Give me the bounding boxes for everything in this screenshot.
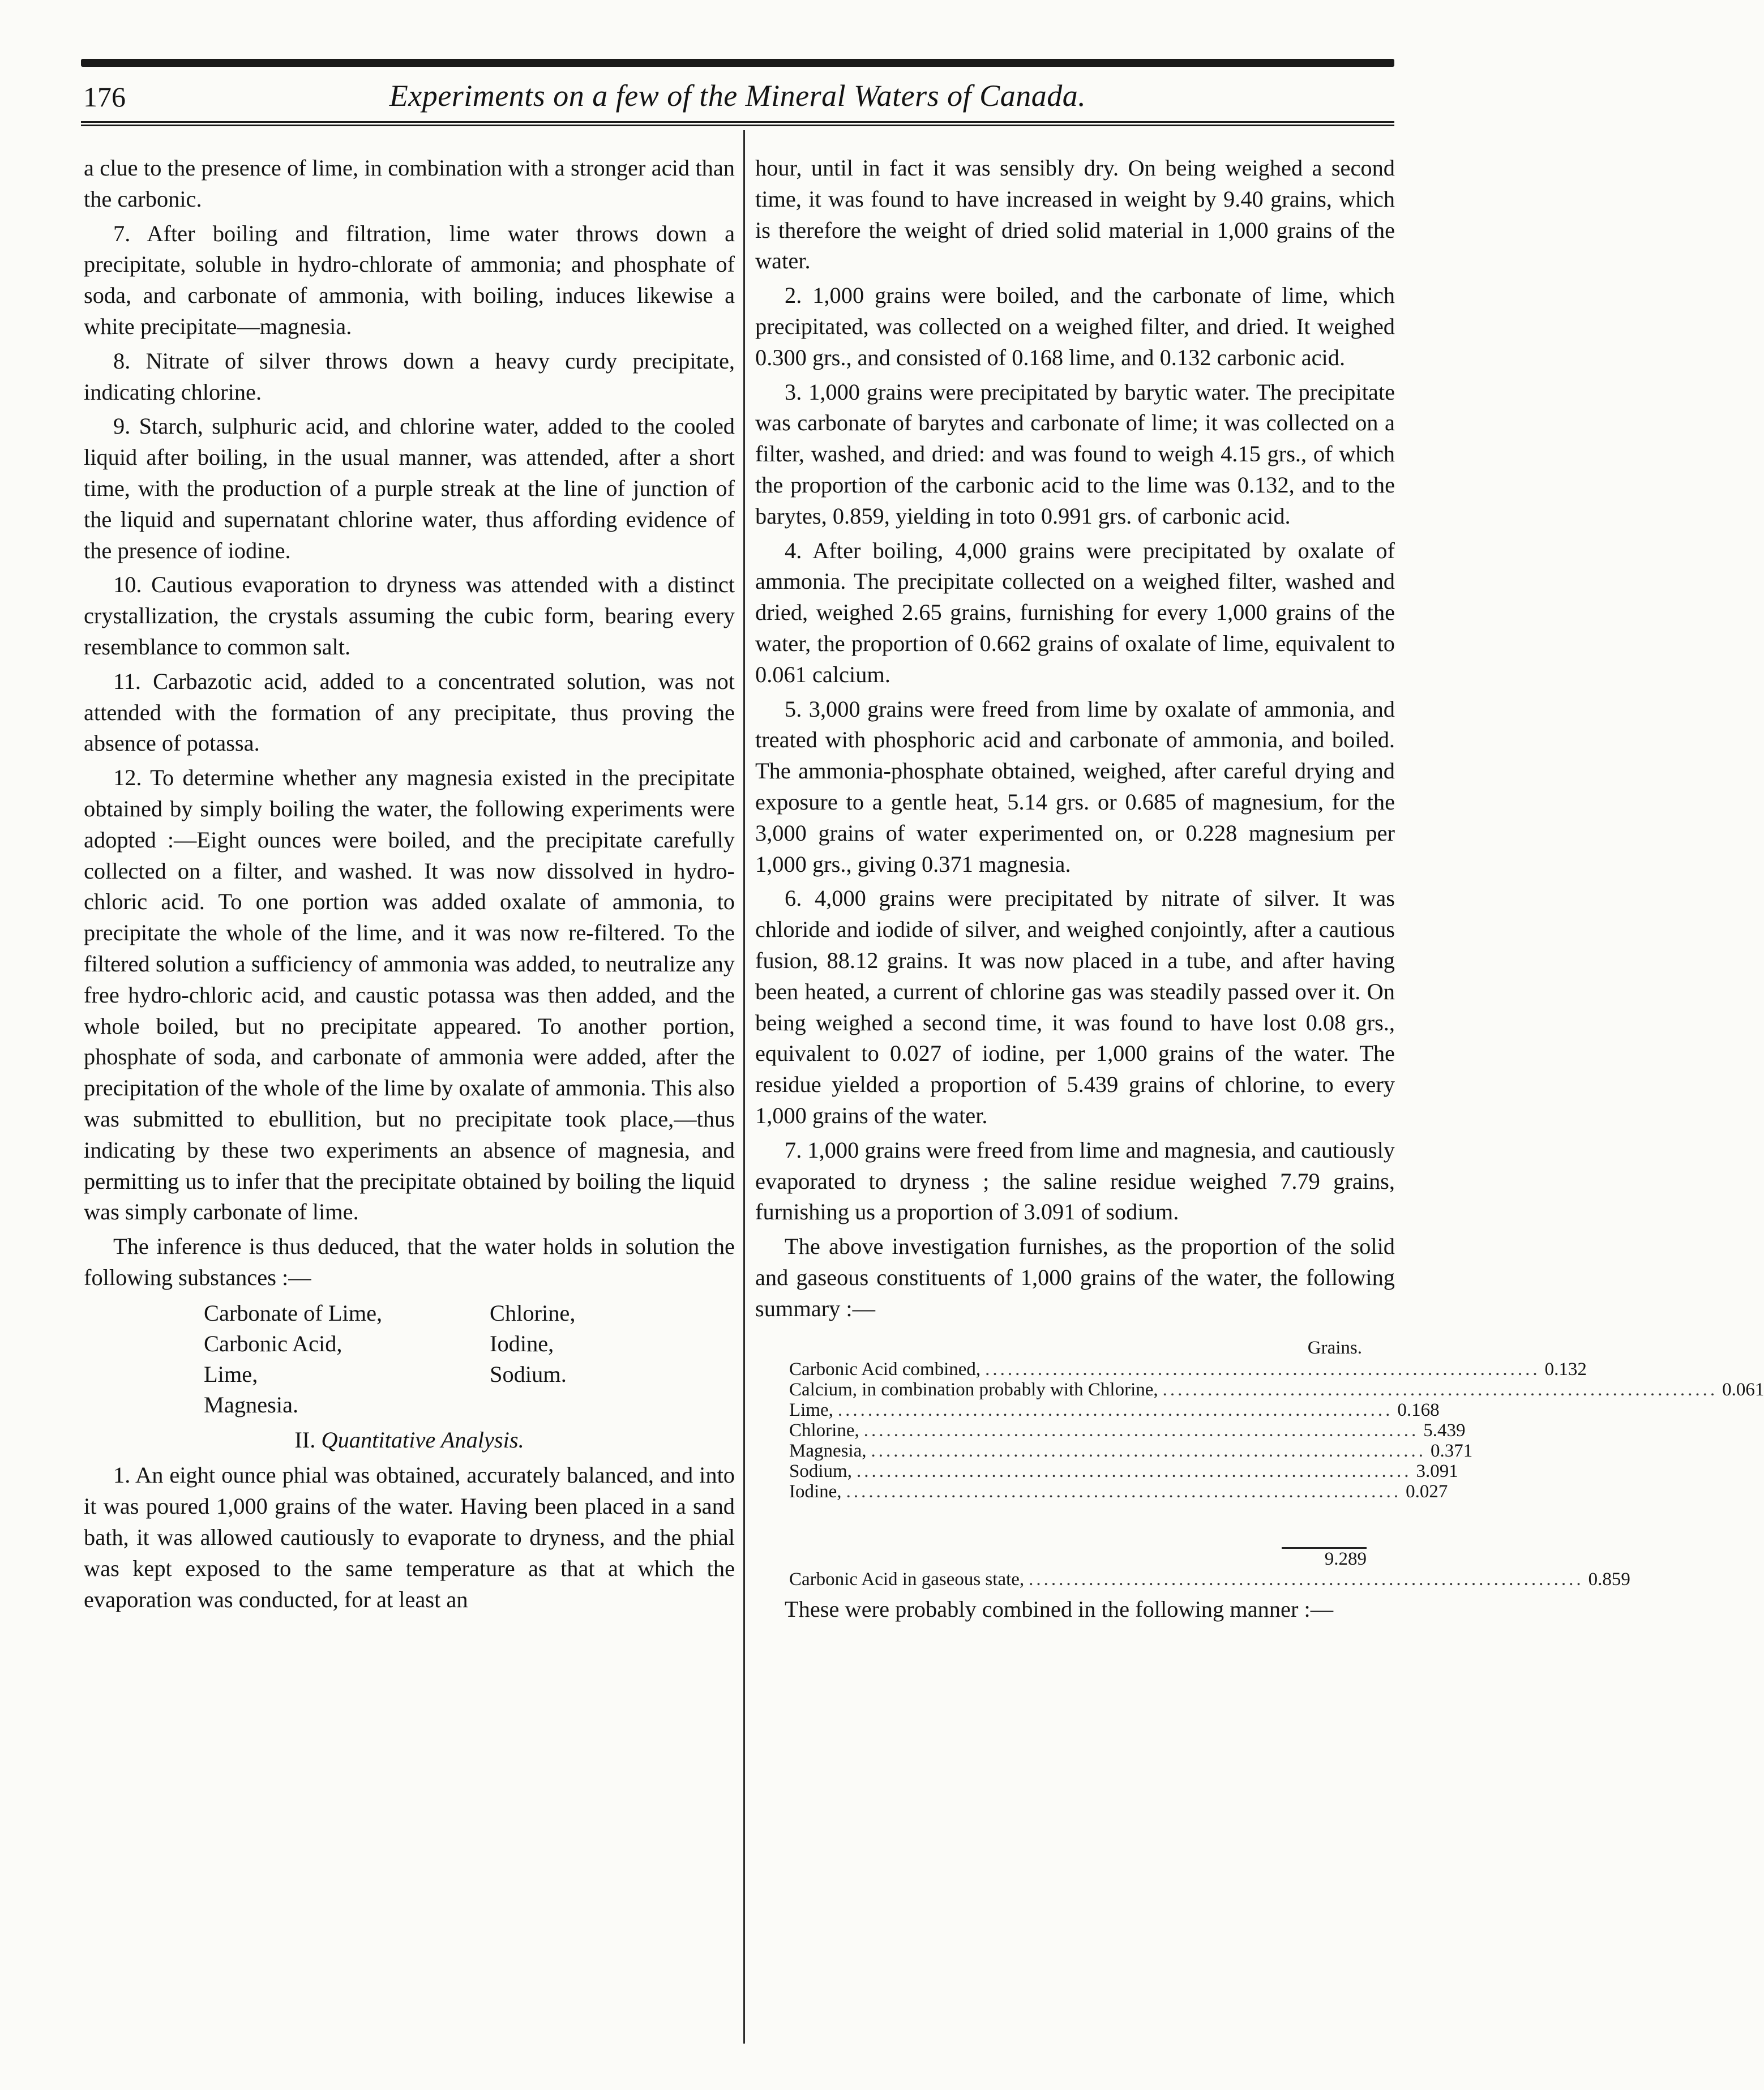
summary-row-value: 0.061 <box>1722 1380 1764 1401</box>
page-header <box>81 78 1394 118</box>
leader-dots: .......................................................................... <box>1029 1569 1584 1590</box>
leader-dots: .......................................................................... <box>837 1400 1393 1421</box>
substance-item: Lime, <box>204 1361 258 1387</box>
summary-gaseous-row <box>789 1569 1630 1590</box>
summary-row <box>789 1481 1448 1502</box>
running-title: Experiments on a few of the Mineral Waters of Canada. <box>389 79 1086 113</box>
paragraph: 9. Starch, sulphuric acid, and chlorine water, added to the cooled liquid after boiling, in the usual manner, was attended, after a short time, with the production of a purple streak at the line of junction of the liquid and supernatant chlorine water, thus affording evidence of the presence of iodine. <box>84 413 735 563</box>
paragraph: The above investigation furnishes, as the proportion of the solid and gaseous constituents of 1,000 grains of the water, the following summary :— <box>755 1234 1395 1321</box>
section-number: II. <box>294 1427 316 1453</box>
summary-row <box>789 1461 1458 1482</box>
paragraph: 7. 1,000 grains were freed from lime and magnesia, and cautiously evaporated to dryness ; the saline residue weighed 7.79 grains, furnishing us a proportion of 3.091 of sodium. <box>755 1137 1395 1225</box>
leader-dots: .......................................................................... <box>856 1461 1412 1482</box>
paragraph: 12. To determine whether any magnesia existed in the precipitate obtained by simply boiling the water, the following experiments were adopted :—Eight ounces were boiled, and the precipitate carefully collected on a filter, and washed. It was now dissolved in hydro-chloric acid. To one portion was added oxalate of ammonia, to precipitate the whole of the lime, and it was now re-filtered. To the filtered solution a sufficiency of ammonia was added, to neutralize any free hydro-chloric acid, and caustic potassa was then added, and the whole boiled, but no precipitate appeared. To another portion, phosphate of soda, and carbonate of ammonia were added, after the precipitation of the whole of the lime by oxalate of ammonia. This also was submitted to ebullition, but no precipitate took place,—thus indicating by these two experiments an absence of magnesia, and permitting us to infer that the precipitate obtained by boiling the liquid was simply carbonate of lime. <box>84 765 735 1225</box>
paragraph: 4. After boiling, 4,000 grains were precipitated by oxalate of ammonia. The precipitate collected on a weighed filter, washed and dried, weighed 2.65 grains, furnishing for every 1,000 grains of the water, the proportion of 0.662 grains of oxalate of lime, equivalent to 0.061 calcium. <box>755 537 1395 687</box>
paragraph: The inference is thus deduced, that the water holds in solution the following substances :— <box>84 1234 735 1290</box>
paragraph: 1. An eight ounce phial was obtained, accurately balanced, and into it was poured 1,000 grains of the water. Having been placed in a sand bath, it was allowed cautiously to evaporate to dryness, and the phial was kept exposed to the same temperature as that at which the evaporation was conducted, for at least an <box>84 1462 735 1612</box>
summary-total-value: 9.289 <box>1324 1549 1367 1570</box>
paragraph: a clue to the presence of lime, in combination with a stronger acid than the carbonic. <box>84 155 735 212</box>
summary-row-name: Calcium, in combination probably with Chlorine, <box>789 1380 1158 1401</box>
summary-row-name: Iodine, <box>789 1481 842 1502</box>
right-column <box>755 153 1764 1629</box>
summary-table <box>789 1338 1764 1590</box>
right-paragraphs <box>755 153 1395 1324</box>
header-rule-double <box>81 121 1394 126</box>
summary-total <box>789 1549 1367 1569</box>
summary-row-value: 0.371 <box>1431 1441 1473 1462</box>
substance-item <box>490 1390 671 1420</box>
substances-list <box>204 1298 735 1420</box>
summary-gaseous-name: Carbonic Acid in gaseous state, <box>789 1569 1025 1590</box>
summary-row-value: 0.168 <box>1397 1400 1440 1421</box>
summary-row-value: 5.439 <box>1423 1420 1466 1441</box>
leader-dots: .......................................................................... <box>846 1481 1402 1502</box>
left-column <box>84 153 735 1618</box>
section-title: Quantitative Analysis. <box>321 1427 524 1453</box>
summary-row <box>789 1380 1764 1401</box>
paragraph: 10. Cautious evaporation to dryness was attended with a distinct crystallization, the crystals assuming the cubic form, bearing every resemblance to common salt. <box>84 572 735 659</box>
paragraph: hour, until in fact it was sensibly dry. On being weighed a second time, it was found to have increased in weight by 9.40 grains, which is therefore the weight of dried solid material in 1,000 grains of the water. <box>755 155 1395 274</box>
substance-item: Iodine, <box>490 1330 554 1356</box>
section-heading <box>84 1425 735 1456</box>
summary-row-name: Lime, <box>789 1400 833 1421</box>
summary-row <box>789 1441 1473 1462</box>
page-number: 176 <box>83 81 126 113</box>
leader-dots: .......................................................................... <box>985 1359 1540 1380</box>
left-paragraphs-after <box>84 1460 735 1615</box>
paragraph: 11. Carbazotic acid, added to a concentrated solution, was not attended with the formation of any precipitate, thus proving the absence of potassa. <box>84 668 735 756</box>
summary-row-name: Carbonic Acid combined, <box>789 1359 981 1380</box>
summary-row <box>789 1420 1466 1441</box>
substance-item: Sodium. <box>490 1361 567 1387</box>
paragraph: 2. 1,000 grains were boiled, and the carbonate of lime, which precipitated, was collected on a weighed filter, and dried. It weighed 0.300 grs., and consisted of 0.168 lime, and 0.132 carbonic acid. <box>755 282 1395 370</box>
summary-unit-header: Grains. <box>1307 1338 1362 1359</box>
paragraph: 6. 4,000 grains were precipitated by nitrate of silver. It was chloride and iodide of silver, and weighed conjointly, after a cautious fusion, 88.12 grains. It was now placed in a tube, and after having been heated, a current of chlorine gas was steadily passed over it. On being weighed a second time, it was found to have lost 0.08 grs., equivalent to 0.027 of iodine, per 1,000 grains of the water. The residue yielded a proportion of 5.439 grains of chlorine, to every 1,000 grains of the water. <box>755 885 1395 1128</box>
summary-row-name: Chlorine, <box>789 1420 859 1441</box>
leader-dots: .......................................................................... <box>863 1420 1419 1441</box>
summary-row <box>789 1359 1587 1380</box>
paragraph: 5. 3,000 grains were freed from lime by oxalate of ammonia, and treated with phosphoric acid and carbonate of ammonia, and boiled. The ammonia-phosphate obtained, weighed, after careful drying and exposure to a gentle heat, 5.14 grs. or 0.685 of magnesium, for the 3,000 grains of water experimented on, or 0.228 magnesium per 1,000 grs., giving 0.371 magnesia. <box>755 696 1395 877</box>
summary-row-value: 0.027 <box>1406 1481 1448 1502</box>
summary-rows <box>789 1359 1764 1502</box>
paragraph: 3. 1,000 grains were precipitated by barytic water. The precipitate was carbonate of barytes and carbonate of lime; it was collected on a filter, washed, and dried: and was found to weigh 4.15 grs., of which the proportion of the carbonic acid to the lime was 0.132, and to the barytes, 0.859, yielding in toto 0.991 grs. of carbonic acid. <box>755 379 1395 529</box>
summary-row-name: Magnesia, <box>789 1441 867 1462</box>
summary-row-value: 3.091 <box>1416 1461 1458 1482</box>
leader-dots: .......................................................................... <box>871 1441 1427 1462</box>
substance-item: Magnesia. <box>204 1391 299 1417</box>
summary-row-name: Sodium, <box>789 1461 852 1482</box>
summary-row-value: 0.132 <box>1544 1359 1587 1380</box>
substance-item: Chlorine, <box>490 1300 576 1326</box>
summary-gaseous-value: 0.859 <box>1588 1569 1630 1590</box>
left-paragraphs <box>84 153 735 1294</box>
summary-row <box>789 1400 1440 1421</box>
closing-paragraph: These were probably combined in the following manner :— <box>785 1596 1334 1622</box>
paragraph: 8. Nitrate of silver throws down a heavy curdy precipitate, indicating chlorine. <box>84 348 735 405</box>
substance-item: Carbonic Acid, <box>204 1330 342 1356</box>
column-divider <box>743 130 745 2044</box>
substance-item: Carbonate of Lime, <box>204 1300 383 1326</box>
header-rule-thick <box>81 59 1394 67</box>
leader-dots: .......................................................................... <box>1162 1380 1718 1401</box>
paragraph: 7. After boiling and filtration, lime water throws down a precipitate, soluble in hydro-chlorate of ammonia; and phosphate of soda, and carbonate of ammonia, with boiling, induces likewise a white precipitate—magnesia. <box>84 220 735 339</box>
